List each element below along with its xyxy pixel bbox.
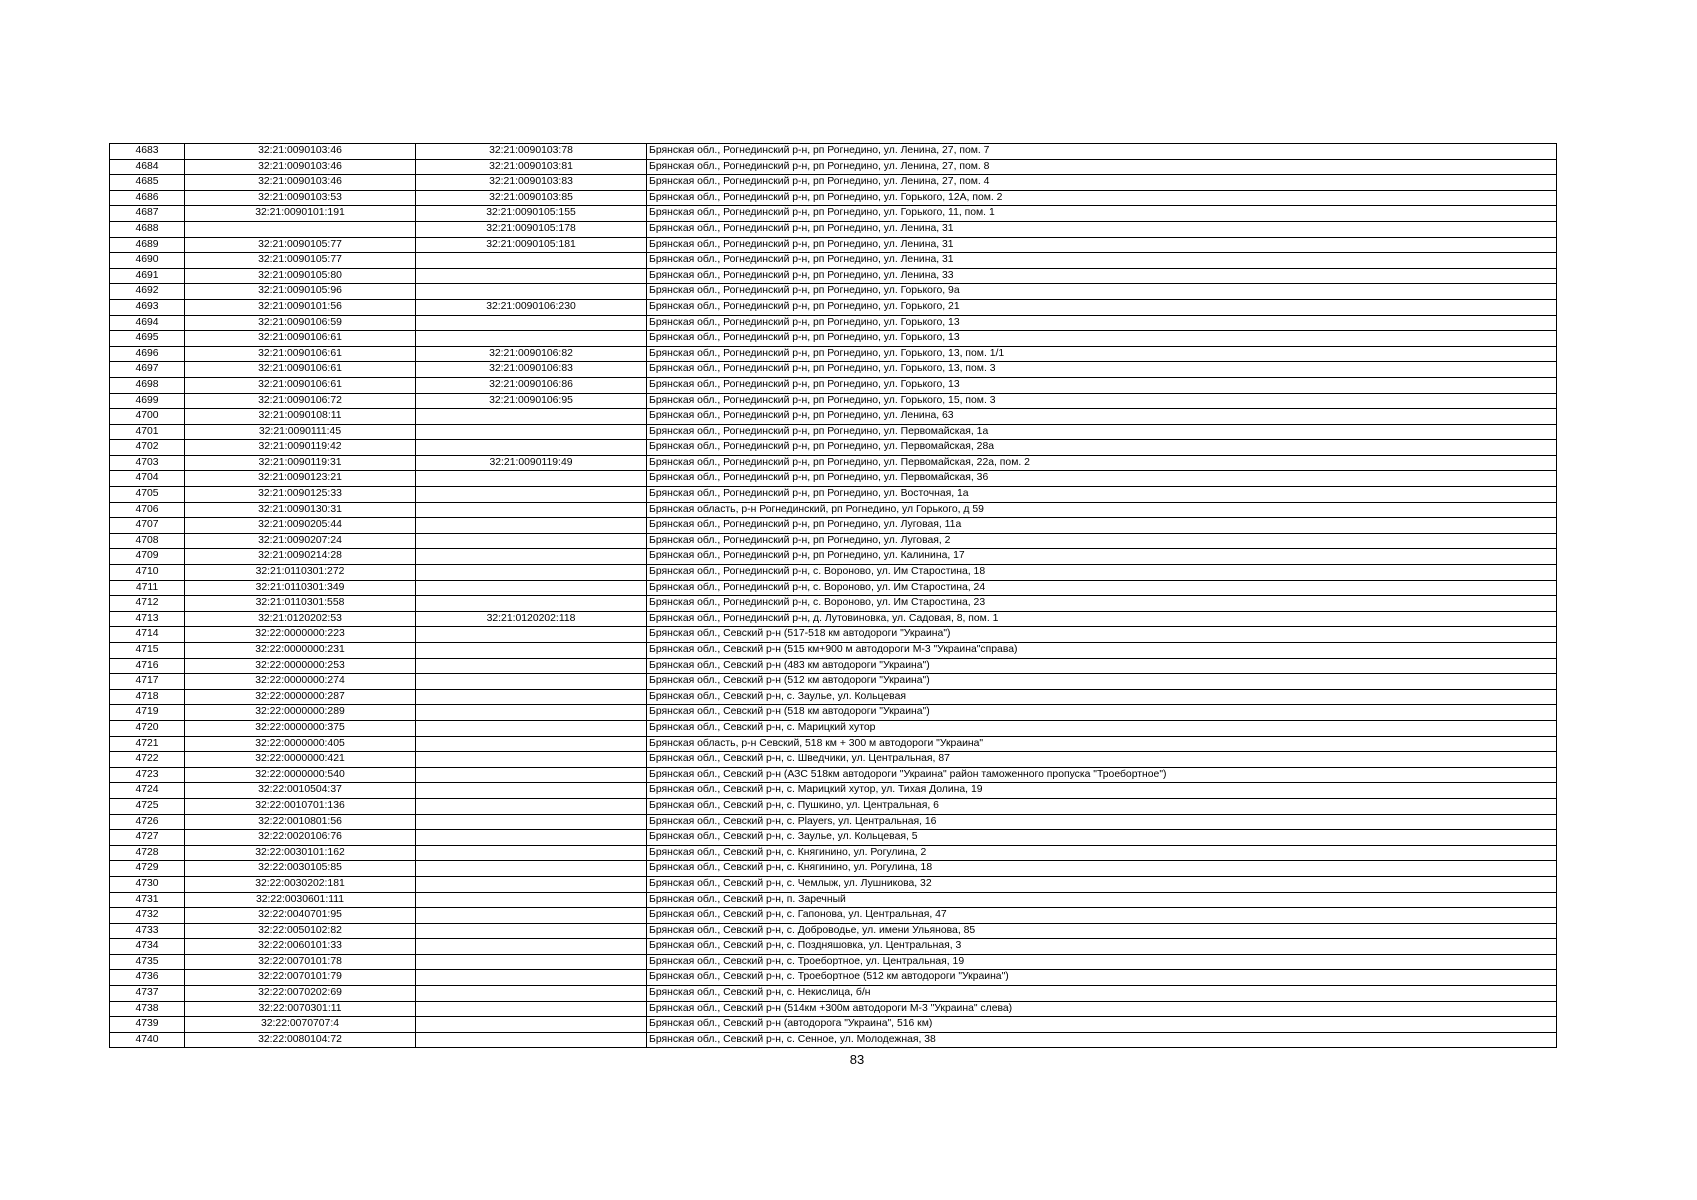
page-number: 83 [849,1052,865,1067]
table-row [110,175,1557,191]
cell-row-number: 4689 [110,237,185,253]
cell-row-number: 4696 [110,346,185,362]
cell-row-number: 4733 [110,923,185,939]
cell-address: Брянская обл., Рогнединский р-н, с. Вороново, ул. Им Старостина, 23 [647,596,1557,612]
cell-cadastral-number: 32:21:0110301:558 [185,596,416,612]
cell-object-cadastral-number [416,720,647,736]
cell-row-number: 4697 [110,362,185,378]
cell-address: Брянская обл., Севский р-н, с. Марицкий хутор, ул. Тихая Долина, 19 [647,783,1557,799]
table-row [110,346,1557,362]
cell-object-cadastral-number [416,970,647,986]
cell-cadastral-number: 32:21:0120202:53 [185,611,416,627]
cell-row-number: 4712 [110,596,185,612]
cell-object-cadastral-number: 32:21:0090103:85 [416,190,647,206]
cell-object-cadastral-number [416,315,647,331]
cell-address: Брянская обл., Рогнединский р-н, рп Рогнедино, ул. Ленина, 27, пом. 4 [647,175,1557,191]
cell-object-cadastral-number [416,767,647,783]
table-row [110,830,1557,846]
cell-object-cadastral-number [416,627,647,643]
cell-object-cadastral-number [416,954,647,970]
cell-row-number: 4686 [110,190,185,206]
cell-address: Брянская обл., Севский р-н, с. Гапонова, ул. Центральная, 47 [647,908,1557,924]
cell-address: Брянская обл., Севский р-н (517-518 км автодороги "Украина") [647,627,1557,643]
cell-row-number: 4738 [110,1001,185,1017]
table-row [110,720,1557,736]
cell-address: Брянская обл., Рогнединский р-н, рп Рогнедино, ул. Ленина, 63 [647,409,1557,425]
cell-row-number: 4724 [110,783,185,799]
cell-row-number: 4721 [110,736,185,752]
table-row [110,206,1557,222]
cell-cadastral-number: 32:22:0000000:289 [185,705,416,721]
table-row [110,611,1557,627]
cell-object-cadastral-number [416,705,647,721]
cell-object-cadastral-number [416,502,647,518]
cell-address: Брянская обл., Рогнединский р-н, рп Рогнедино, ул. Ленина, 27, пом. 7 [647,144,1557,160]
register-table [109,143,1557,1048]
cell-object-cadastral-number: 32:21:0090105:178 [416,221,647,237]
cell-address: Брянская обл., Севский р-н, с. Княгинино, ул. Рогулина, 18 [647,861,1557,877]
cell-row-number: 4714 [110,627,185,643]
table-row [110,377,1557,393]
cell-cadastral-number: 32:22:0010504:37 [185,783,416,799]
cell-row-number: 4685 [110,175,185,191]
register-table-body [110,144,1557,1048]
cell-cadastral-number: 32:21:0090119:31 [185,455,416,471]
cell-object-cadastral-number [416,658,647,674]
table-row [110,986,1557,1002]
cell-object-cadastral-number [416,440,647,456]
cell-cadastral-number: 32:21:0090101:191 [185,206,416,222]
cell-address: Брянская обл., Рогнединский р-н, рп Рогнедино, ул. Восточная, 1а [647,487,1557,503]
cell-object-cadastral-number [416,798,647,814]
cell-address: Брянская обл., Рогнединский р-н, рп Рогнедино, ул. Горького, 13, пом. 3 [647,362,1557,378]
cell-cadastral-number: 32:22:0000000:253 [185,658,416,674]
cell-cadastral-number: 32:21:0090106:61 [185,362,416,378]
cell-object-cadastral-number [416,1001,647,1017]
cell-row-number: 4737 [110,986,185,1002]
cell-row-number: 4722 [110,752,185,768]
table-row [110,861,1557,877]
cell-row-number: 4718 [110,689,185,705]
cell-address: Брянская обл., Севский р-н (514км +300м автодороги М-3 "Украина" слева) [647,1001,1557,1017]
cell-object-cadastral-number [416,986,647,1002]
cell-row-number: 4739 [110,1017,185,1033]
cell-cadastral-number: 32:21:0090108:11 [185,409,416,425]
table-row [110,237,1557,253]
cell-row-number: 4715 [110,643,185,659]
cell-row-number: 4729 [110,861,185,877]
cell-row-number: 4708 [110,533,185,549]
cell-address: Брянская обл., Рогнединский р-н, рп Рогнедино, ул. Горького, 13, пом. 1/1 [647,346,1557,362]
table-row [110,284,1557,300]
cell-address: Брянская обл., Севский р-н (512 км автодороги "Украина") [647,674,1557,690]
cell-object-cadastral-number [416,580,647,596]
cell-object-cadastral-number [416,783,647,799]
cell-object-cadastral-number [416,736,647,752]
cell-address: Брянская обл., Рогнединский р-н, рп Рогнедино, ул. Горького, 15, пом. 3 [647,393,1557,409]
cell-cadastral-number: 32:22:0030202:181 [185,876,416,892]
cell-cadastral-number: 32:21:0090103:53 [185,190,416,206]
cell-cadastral-number: 32:22:0000000:274 [185,674,416,690]
cell-cadastral-number: 32:21:0090207:24 [185,533,416,549]
cell-row-number: 4725 [110,798,185,814]
cell-object-cadastral-number: 32:21:0090106:83 [416,362,647,378]
table-row [110,658,1557,674]
cell-object-cadastral-number [416,752,647,768]
cell-row-number: 4711 [110,580,185,596]
cell-object-cadastral-number [416,487,647,503]
cell-row-number: 4716 [110,658,185,674]
cell-cadastral-number: 32:21:0090106:72 [185,393,416,409]
cell-cadastral-number: 32:22:0000000:231 [185,643,416,659]
cell-address: Брянская обл., Севский р-н, с. Чемлыж, ул. Лушникова, 32 [647,876,1557,892]
table-row [110,876,1557,892]
table-row [110,549,1557,565]
cell-object-cadastral-number [416,908,647,924]
cell-address: Брянская обл., Севский р-н, п. Заречный [647,892,1557,908]
table-row [110,144,1557,160]
table-row [110,331,1557,347]
table-row [110,845,1557,861]
cell-address: Брянская обл., Рогнединский р-н, с. Вороново, ул. Им Старостина, 24 [647,580,1557,596]
cell-address: Брянская обл., Севский р-н, с. Сенное, ул. Молодежная, 38 [647,1032,1557,1048]
cell-object-cadastral-number [416,814,647,830]
cell-cadastral-number: 32:22:0000000:287 [185,689,416,705]
cell-object-cadastral-number: 32:21:0090103:81 [416,159,647,175]
cell-row-number: 4734 [110,939,185,955]
table-row [110,221,1557,237]
cell-object-cadastral-number [416,876,647,892]
cell-address: Брянская обл., Рогнединский р-н, рп Рогнедино, ул. Горького, 11, пом. 1 [647,206,1557,222]
table-row [110,580,1557,596]
cell-address: Брянская обл., Рогнединский р-н, рп Рогнедино, ул. Калинина, 17 [647,549,1557,565]
cell-cadastral-number: 32:21:0090123:21 [185,471,416,487]
cell-address: Брянская обл., Рогнединский р-н, рп Рогнедино, ул. Горького, 9а [647,284,1557,300]
cell-row-number: 4700 [110,409,185,425]
cell-address: Брянская область, р-н Рогнединский, рп Рогнедино, ул Горького, д 59 [647,502,1557,518]
cell-object-cadastral-number [416,518,647,534]
cell-cadastral-number: 32:22:0040701:95 [185,908,416,924]
table-row [110,471,1557,487]
cell-cadastral-number: 32:22:0030105:85 [185,861,416,877]
table-row [110,409,1557,425]
cell-row-number: 4703 [110,455,185,471]
cell-address: Брянская обл., Севский р-н, с. Троебортное, ул. Центральная, 19 [647,954,1557,970]
table-row [110,752,1557,768]
cell-object-cadastral-number: 32:21:0090119:49 [416,455,647,471]
cell-row-number: 4719 [110,705,185,721]
cell-row-number: 4699 [110,393,185,409]
cell-row-number: 4688 [110,221,185,237]
cell-row-number: 4732 [110,908,185,924]
cell-cadastral-number: 32:22:0080104:72 [185,1032,416,1048]
cell-address: Брянская обл., Рогнединский р-н, с. Вороново, ул. Им Старостина, 18 [647,565,1557,581]
cell-object-cadastral-number [416,1032,647,1048]
cell-address: Брянская обл., Севский р-н (автодорога "Украина", 516 км) [647,1017,1557,1033]
cell-object-cadastral-number: 32:21:0090106:82 [416,346,647,362]
table-row [110,455,1557,471]
cell-cadastral-number: 32:21:0090105:77 [185,253,416,269]
table-row [110,159,1557,175]
table-row [110,783,1557,799]
cell-object-cadastral-number [416,533,647,549]
cell-cadastral-number: 32:21:0110301:349 [185,580,416,596]
cell-object-cadastral-number [416,830,647,846]
cell-cadastral-number: 32:22:0020106:76 [185,830,416,846]
cell-row-number: 4692 [110,284,185,300]
cell-row-number: 4736 [110,970,185,986]
cell-row-number: 4727 [110,830,185,846]
table-row [110,674,1557,690]
cell-address: Брянская обл., Рогнединский р-н, рп Рогнедино, ул. Первомайская, 22а, пом. 2 [647,455,1557,471]
table-row [110,299,1557,315]
cell-cadastral-number: 32:21:0090106:59 [185,315,416,331]
cell-row-number: 4702 [110,440,185,456]
cell-row-number: 4720 [110,720,185,736]
table-row [110,518,1557,534]
cell-cadastral-number [185,221,416,237]
cell-cadastral-number: 32:21:0090205:44 [185,518,416,534]
cell-row-number: 4740 [110,1032,185,1048]
cell-cadastral-number: 32:21:0090105:77 [185,237,416,253]
cell-address: Брянская обл., Севский р-н, с. Шведчики, ул. Центральная, 87 [647,752,1557,768]
cell-object-cadastral-number [416,689,647,705]
cell-address: Брянская обл., Севский р-н (515 км+900 м автодороги М-3 "Украина"справа) [647,643,1557,659]
cell-row-number: 4731 [110,892,185,908]
cell-cadastral-number: 32:22:0060101:33 [185,939,416,955]
cell-row-number: 4717 [110,674,185,690]
cell-object-cadastral-number [416,861,647,877]
cell-row-number: 4695 [110,331,185,347]
cell-address: Брянская обл., Рогнединский р-н, рп Рогнедино, ул. Первомайская, 28а [647,440,1557,456]
cell-row-number: 4710 [110,565,185,581]
cell-object-cadastral-number [416,268,647,284]
cell-row-number: 4709 [110,549,185,565]
cell-object-cadastral-number [416,409,647,425]
cell-cadastral-number: 32:21:0090130:31 [185,502,416,518]
cell-address: Брянская обл., Севский р-н, с. Троебортное (512 км автодороги "Украина") [647,970,1557,986]
cell-address: Брянская обл., Рогнединский р-н, рп Рогнедино, ул. Горького, 13 [647,377,1557,393]
cell-object-cadastral-number [416,923,647,939]
cell-address: Брянская область, р-н Севский, 518 км + 300 м автодороги "Украина" [647,736,1557,752]
cell-cadastral-number: 32:21:0090103:46 [185,159,416,175]
cell-address: Брянская обл., Рогнединский р-н, рп Рогнедино, ул. Первомайская, 36 [647,471,1557,487]
cell-object-cadastral-number [416,549,647,565]
cell-cadastral-number: 32:22:0070101:78 [185,954,416,970]
cell-object-cadastral-number: 32:21:0090106:230 [416,299,647,315]
cell-address: Брянская обл., Рогнединский р-н, рп Рогнедино, ул. Ленина, 31 [647,237,1557,253]
cell-object-cadastral-number [416,1017,647,1033]
table-row [110,487,1557,503]
table-row [110,362,1557,378]
cell-address: Брянская обл., Севский р-н, с. Марицкий хутор [647,720,1557,736]
cell-row-number: 4704 [110,471,185,487]
table-row [110,689,1557,705]
cell-address: Брянская обл., Рогнединский р-н, рп Рогнедино, ул. Горького, 21 [647,299,1557,315]
cell-row-number: 4698 [110,377,185,393]
table-row [110,1017,1557,1033]
cell-address: Брянская обл., Рогнединский р-н, рп Рогнедино, ул. Ленина, 31 [647,253,1557,269]
cell-cadastral-number: 32:22:0010801:56 [185,814,416,830]
cell-address: Брянская обл., Рогнединский р-н, рп Рогнедино, ул. Горького, 12А, пом. 2 [647,190,1557,206]
cell-object-cadastral-number: 32:21:0090103:78 [416,144,647,160]
cell-cadastral-number: 32:22:0000000:223 [185,627,416,643]
cell-cadastral-number: 32:22:0000000:375 [185,720,416,736]
cell-cadastral-number: 32:21:0090101:56 [185,299,416,315]
cell-cadastral-number: 32:21:0090106:61 [185,331,416,347]
cell-object-cadastral-number [416,424,647,440]
cell-row-number: 4713 [110,611,185,627]
cell-address: Брянская обл., Рогнединский р-н, рп Рогнедино, ул. Ленина, 31 [647,221,1557,237]
table-row [110,892,1557,908]
table-row [110,253,1557,269]
cell-address: Брянская обл., Рогнединский р-н, рп Рогнедино, ул. Горького, 13 [647,315,1557,331]
cell-row-number: 4693 [110,299,185,315]
cell-cadastral-number: 32:21:0090105:80 [185,268,416,284]
cell-cadastral-number: 32:22:0070707:4 [185,1017,416,1033]
cell-cadastral-number: 32:22:0000000:421 [185,752,416,768]
cell-row-number: 4728 [110,845,185,861]
cell-address: Брянская обл., Рогнединский р-н, рп Рогнедино, ул. Горького, 13 [647,331,1557,347]
cell-address: Брянская обл., Севский р-н, с. Заулье, ул. Кольцевая, 5 [647,830,1557,846]
cell-cadastral-number: 32:22:0070202:69 [185,986,416,1002]
cell-row-number: 4691 [110,268,185,284]
cell-row-number: 4701 [110,424,185,440]
table-row [110,627,1557,643]
table-row [110,923,1557,939]
cell-row-number: 4706 [110,502,185,518]
cell-cadastral-number: 32:22:0030101:162 [185,845,416,861]
table-row [110,190,1557,206]
cell-cadastral-number: 32:21:0090105:96 [185,284,416,300]
cell-cadastral-number: 32:21:0090119:42 [185,440,416,456]
cell-address: Брянская обл., Рогнединский р-н, рп Рогнедино, ул. Луговая, 11а [647,518,1557,534]
cell-row-number: 4683 [110,144,185,160]
table-row [110,954,1557,970]
cell-address: Брянская обл., Рогнединский р-н, рп Рогнедино, ул. Ленина, 33 [647,268,1557,284]
cell-row-number: 4705 [110,487,185,503]
table-row [110,798,1557,814]
cell-object-cadastral-number: 32:21:0090106:95 [416,393,647,409]
table-row [110,440,1557,456]
cell-row-number: 4684 [110,159,185,175]
cell-row-number: 4687 [110,206,185,222]
cell-cadastral-number: 32:21:0090103:46 [185,175,416,191]
cell-row-number: 4694 [110,315,185,331]
cell-cadastral-number: 32:22:0000000:540 [185,767,416,783]
table-row [110,393,1557,409]
cell-object-cadastral-number [416,565,647,581]
table-row [110,596,1557,612]
cell-address: Брянская обл., Севский р-н, с. Поздняшовка, ул. Центральная, 3 [647,939,1557,955]
cell-object-cadastral-number [416,471,647,487]
table-row [110,767,1557,783]
cell-address: Брянская обл., Севский р-н, с. Доброводье, ул. имени Ульянова, 85 [647,923,1557,939]
cell-object-cadastral-number [416,674,647,690]
cell-row-number: 4726 [110,814,185,830]
table-row [110,939,1557,955]
cell-address: Брянская обл., Севский р-н (518 км автодороги "Украина") [647,705,1557,721]
cell-address: Брянская обл., Севский р-н (АЗС 518км автодороги "Украина" район таможенного пропуска "Троебортное") [647,767,1557,783]
cell-address: Брянская обл., Севский р-н, с. Заулье, ул. Кольцевая [647,689,1557,705]
table-row [110,643,1557,659]
cell-object-cadastral-number: 32:21:0090103:83 [416,175,647,191]
cell-cadastral-number: 32:21:0110301:272 [185,565,416,581]
cell-row-number: 4723 [110,767,185,783]
cell-cadastral-number: 32:22:0000000:405 [185,736,416,752]
cell-object-cadastral-number [416,892,647,908]
cell-object-cadastral-number [416,939,647,955]
cell-object-cadastral-number [416,284,647,300]
table-row [110,315,1557,331]
cell-address: Брянская обл., Рогнединский р-н, рп Рогнедино, ул. Ленина, 27, пом. 8 [647,159,1557,175]
cell-object-cadastral-number: 32:21:0090106:86 [416,377,647,393]
cell-cadastral-number: 32:22:0010701:136 [185,798,416,814]
cell-address: Брянская обл., Рогнединский р-н, д. Лутовиновка, ул. Садовая, 8, пом. 1 [647,611,1557,627]
table-row [110,1032,1557,1048]
table-row [110,565,1557,581]
table-row [110,814,1557,830]
cell-cadastral-number: 32:21:0090214:28 [185,549,416,565]
cell-address: Брянская обл., Севский р-н, с. Пушкино, ул. Центральная, 6 [647,798,1557,814]
table-row [110,705,1557,721]
cell-address: Брянская обл., Севский р-н, с. Players, ул. Центральная, 16 [647,814,1557,830]
cell-address: Брянская обл., Севский р-н, с. Некислица, б/н [647,986,1557,1002]
cell-object-cadastral-number [416,331,647,347]
cell-row-number: 4730 [110,876,185,892]
table-row [110,1001,1557,1017]
cell-row-number: 4707 [110,518,185,534]
cell-cadastral-number: 32:22:0070101:79 [185,970,416,986]
cell-address: Брянская обл., Рогнединский р-н, рп Рогнедино, ул. Луговая, 2 [647,533,1557,549]
cell-cadastral-number: 32:21:0090111:45 [185,424,416,440]
cell-object-cadastral-number [416,253,647,269]
cell-object-cadastral-number [416,596,647,612]
table-row [110,533,1557,549]
table-row [110,970,1557,986]
cell-cadastral-number: 32:22:0030601:111 [185,892,416,908]
cell-object-cadastral-number [416,643,647,659]
cell-cadastral-number: 32:21:0090103:46 [185,144,416,160]
cell-object-cadastral-number: 32:21:0120202:118 [416,611,647,627]
table-row [110,502,1557,518]
cell-address: Брянская обл., Севский р-н, с. Княгинино, ул. Рогулина, 2 [647,845,1557,861]
cell-object-cadastral-number: 32:21:0090105:155 [416,206,647,222]
cell-object-cadastral-number [416,845,647,861]
cell-address: Брянская обл., Рогнединский р-н, рп Рогнедино, ул. Первомайская, 1а [647,424,1557,440]
cell-cadastral-number: 32:22:0070301:11 [185,1001,416,1017]
table-row [110,736,1557,752]
cell-row-number: 4690 [110,253,185,269]
cell-address: Брянская обл., Севский р-н (483 км автодороги "Украина") [647,658,1557,674]
cell-cadastral-number: 32:21:0090106:61 [185,346,416,362]
cell-cadastral-number: 32:22:0050102:82 [185,923,416,939]
table-row [110,424,1557,440]
cell-cadastral-number: 32:21:0090125:33 [185,487,416,503]
cell-cadastral-number: 32:21:0090106:61 [185,377,416,393]
cell-object-cadastral-number: 32:21:0090105:181 [416,237,647,253]
table-row [110,908,1557,924]
table-row [110,268,1557,284]
cell-row-number: 4735 [110,954,185,970]
